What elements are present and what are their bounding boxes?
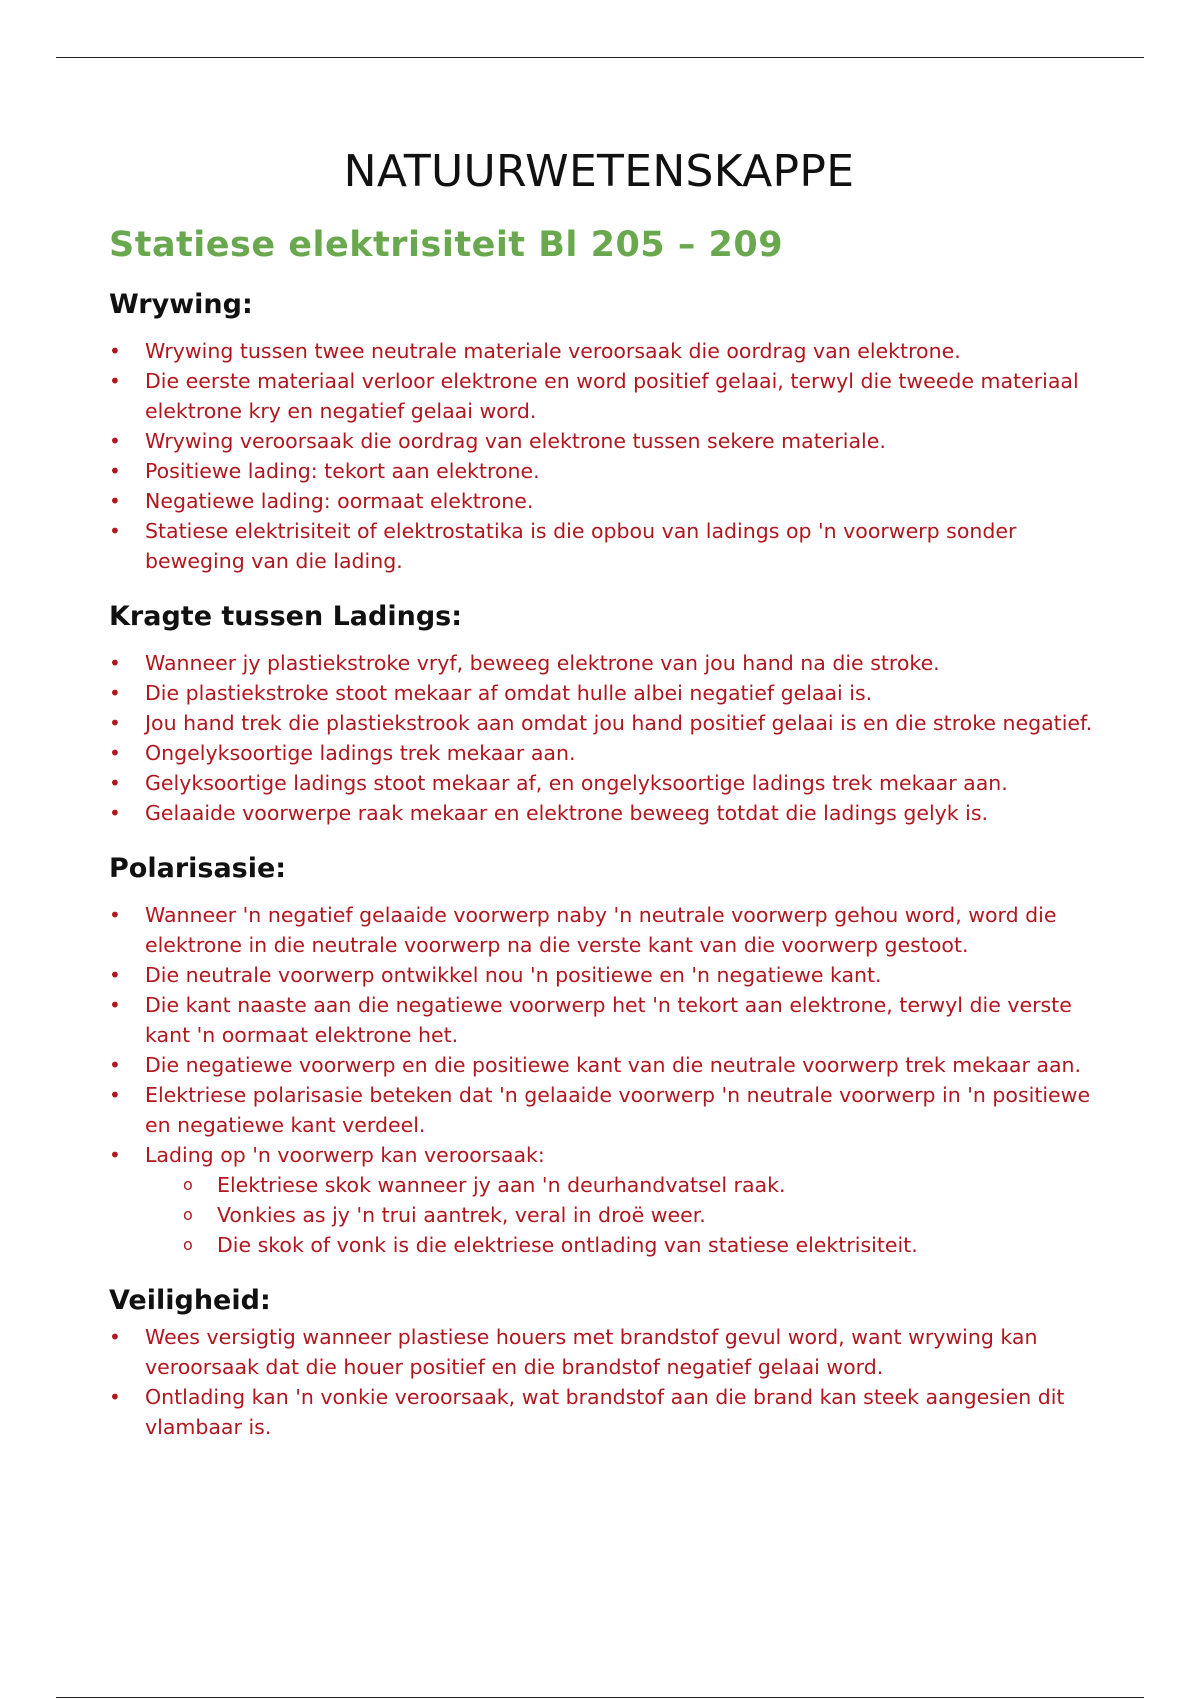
bullet-icon: • [109, 903, 121, 927]
list-item-text: Wanneer 'n negatief gelaaide voorwerp naby 'n neutrale voorwerp gehou word, word die elektrone in die neutrale voorwerp na die verste kant van die voorwerp gestoot. [145, 903, 1057, 957]
list-item [109, 738, 1099, 768]
list-item [109, 1322, 1099, 1382]
bullet-icon: • [109, 339, 121, 363]
list-item-text: Lading op 'n voorwerp kan veroorsaak: [145, 1143, 545, 1167]
bullet-icon: • [109, 771, 121, 795]
list-item-text: Die eerste materiaal verloor elektrone en word positief gelaai, terwyl die tweede materiaal elektrone kry en negatief gelaai word. [145, 369, 1079, 423]
sub-list-item-text: Elektriese skok wanneer jy aan 'n deurhandvatsel raak. [217, 1173, 786, 1197]
sub-list-item [145, 1200, 1099, 1230]
list-item-text: Wrywing tussen twee neutrale materiale veroorsaak die oordrag van elektrone. [145, 339, 961, 363]
list-item [109, 648, 1099, 678]
bullet-icon: • [109, 519, 121, 543]
section-heading-veiligheid: Veiligheid: [109, 1285, 271, 1316]
list-item-text: Wees versigtig wanneer plastiese houers met brandstof gevul word, want wrywing kan veroorsaak dat die houer positief en die brandstof negatief gelaai word. [145, 1325, 1038, 1379]
bullet-icon: • [109, 681, 121, 705]
bullet-list-wrywing [109, 336, 1099, 576]
document-body [109, 140, 1099, 1442]
bullet-icon: • [109, 1143, 121, 1167]
bottom-rule [56, 1697, 1144, 1698]
sub-bullet-list [145, 1170, 1099, 1260]
sub-bullet-icon: o [183, 1235, 193, 1254]
list-item [109, 366, 1099, 426]
list-item [109, 486, 1099, 516]
bullet-list-kragte [109, 648, 1099, 828]
bullet-icon: • [109, 801, 121, 825]
list-item [109, 900, 1099, 960]
section-heading-kragte: Kragte tussen Ladings: [109, 601, 463, 632]
list-item [109, 426, 1099, 456]
sub-bullet-icon: o [183, 1175, 193, 1194]
list-item [109, 960, 1099, 990]
list-item-text: Wanneer jy plastiekstroke vryf, beweeg elektrone van jou hand na die stroke. [145, 651, 940, 675]
document-subtitle: Statiese elektrisiteit Bl 205 – 209 [109, 225, 784, 265]
list-item-text: Ontlading kan 'n vonkie veroorsaak, wat brandstof aan die brand kan steek aangesien dit vlambaar is. [145, 1385, 1065, 1439]
list-item [109, 1382, 1099, 1442]
sub-list-item [145, 1170, 1099, 1200]
list-item [109, 708, 1099, 738]
sub-list-item-text: Die skok of vonk is die elektriese ontlading van statiese elektrisiteit. [217, 1233, 918, 1257]
bullet-icon: • [109, 1325, 121, 1349]
list-item [109, 336, 1099, 366]
list-item-text: Gelyksoortige ladings stoot mekaar af, en ongelyksoortige ladings trek mekaar aan. [145, 771, 1008, 795]
bullet-icon: • [109, 369, 121, 393]
bullet-list-veiligheid [109, 1322, 1099, 1442]
bullet-icon: • [109, 1083, 121, 1107]
list-item [109, 990, 1099, 1050]
list-item [109, 516, 1099, 576]
list-item-text: Die neutrale voorwerp ontwikkel nou 'n positiewe en 'n negatiewe kant. [145, 963, 882, 987]
list-item-text: Elektriese polarisasie beteken dat 'n gelaaide voorwerp 'n neutrale voorwerp in 'n positiewe en negatiewe kant verdeel. [145, 1083, 1091, 1137]
bullet-icon: • [109, 993, 121, 1017]
section-heading-polarisasie: Polarisasie: [109, 853, 287, 884]
sub-bullet-icon: o [183, 1205, 193, 1224]
bullet-icon: • [109, 651, 121, 675]
list-item-text: Ongelyksoortige ladings trek mekaar aan. [145, 741, 576, 765]
list-item-text: Statiese elektrisiteit of elektrostatika is die opbou van ladings op 'n voorwerp sonder beweging van die lading. [145, 519, 1017, 573]
list-item [109, 768, 1099, 798]
list-item-text: Negatiewe lading: oormaat elektrone. [145, 489, 534, 513]
document-title: NATUURWETENSKAPPE [343, 146, 855, 197]
list-item-text: Wrywing veroorsaak die oordrag van elektrone tussen sekere materiale. [145, 429, 886, 453]
list-item-text: Die negatiewe voorwerp en die positiewe kant van die neutrale voorwerp trek mekaar aan. [145, 1053, 1082, 1077]
list-item-text: Die plastiekstroke stoot mekaar af omdat hulle albei negatief gelaai is. [145, 681, 873, 705]
sub-list-item [145, 1230, 1099, 1260]
bullet-icon: • [109, 489, 121, 513]
list-item [109, 798, 1099, 828]
sub-list-item-text: Vonkies as jy 'n trui aantrek, veral in droë weer. [217, 1203, 706, 1227]
bullet-icon: • [109, 711, 121, 735]
list-item [109, 678, 1099, 708]
bullet-icon: • [109, 429, 121, 453]
bullet-icon: • [109, 963, 121, 987]
list-item [109, 1050, 1099, 1080]
list-item [109, 1140, 1099, 1260]
bullet-icon: • [109, 1385, 121, 1409]
list-item-text: Positiewe lading: tekort aan elektrone. [145, 459, 540, 483]
bullet-icon: • [109, 741, 121, 765]
bullet-list-polarisasie [109, 900, 1099, 1260]
bullet-icon: • [109, 1053, 121, 1077]
list-item-text: Jou hand trek die plastiekstrook aan omdat jou hand positief gelaai is en die stroke negatief. [145, 711, 1093, 735]
list-item-text: Gelaaide voorwerpe raak mekaar en elektrone beweeg totdat die ladings gelyk is. [145, 801, 989, 825]
list-item [109, 1080, 1099, 1140]
section-heading-wrywing: Wrywing: [109, 289, 253, 320]
list-item-text: Die kant naaste aan die negatiewe voorwerp het 'n tekort aan elektrone, terwyl die verste kant 'n oormaat elektrone het. [145, 993, 1072, 1047]
top-rule [56, 57, 1144, 58]
bullet-icon: • [109, 459, 121, 483]
list-item [109, 456, 1099, 486]
